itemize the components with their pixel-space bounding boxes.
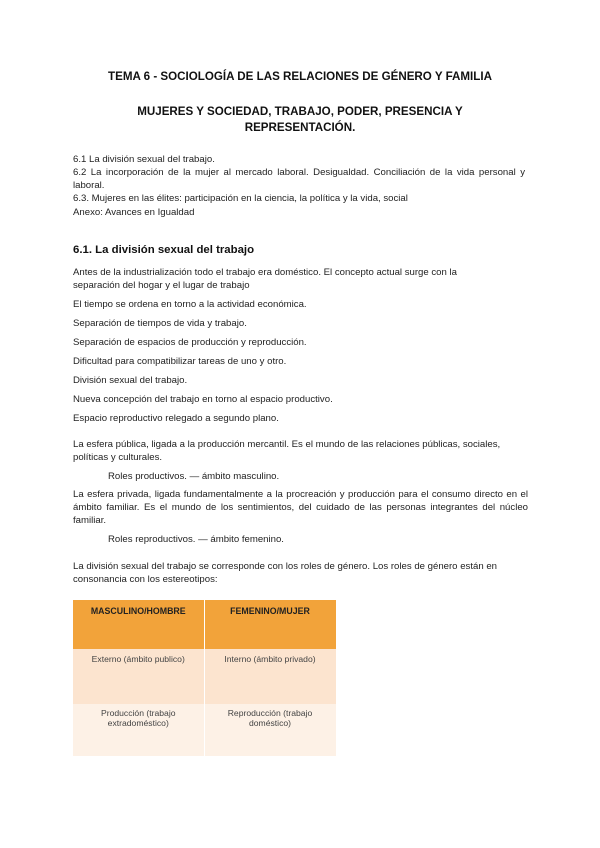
list-item: El tiempo se ordena en torno a la actividad económica. — [73, 299, 307, 310]
table-cell: Producción (trabajo extradoméstico) — [73, 704, 204, 756]
toc-item: 6.1 La división sexual del trabajo. — [73, 154, 215, 165]
document-subtitle: MUJERES Y SOCIEDAD, TRABAJO, PODER, PRESENCIA Y REPRESENTACIÓN. — [137, 105, 463, 134]
table-header-feminine: FEMENINO/MUJER — [204, 600, 336, 649]
table-cell: Interno (ámbito privado) — [204, 649, 336, 704]
list-item: Separación de tiempos de vida y trabajo. — [73, 318, 247, 329]
table-row — [73, 704, 336, 756]
document-title: TEMA 6 - SOCIOLOGÍA DE LAS RELACIONES DE GÉNERO Y FAMILIA — [108, 70, 492, 83]
private-roles-line: Roles reproductivos. — ámbito femenino. — [108, 534, 284, 545]
table-row — [73, 649, 336, 704]
public-roles-line: Roles productivos. — ámbito masculino. — [108, 471, 280, 482]
list-item: Separación de espacios de producción y reproducción. — [73, 337, 307, 348]
table-cell: Externo (ámbito publico) — [73, 649, 204, 704]
list-item: Nueva concepción del trabajo en torno al espacio productivo. — [73, 394, 333, 405]
list-item: Espacio reproductivo relegado a segundo plano. — [73, 413, 279, 424]
toc-item: 6.2 La incorporación de la mujer al mercado laboral. Desigualdad. Conciliación de la vida personal y laboral. — [73, 167, 525, 191]
table-cell: Reproducción (trabajo doméstico) — [204, 704, 336, 756]
toc-item: Anexo: Avances en Igualdad — [73, 207, 195, 218]
roles-intro-paragraph: La división sexual del trabajo se corresponde con los roles de género. Los roles de género están en consonancia con los estereotipos: — [73, 561, 497, 585]
section-heading: 6.1. La división sexual del trabajo — [73, 244, 255, 256]
section-intro: Antes de la industrialización todo el trabajo era doméstico. El concepto actual surge con la separación del hogar y el lugar de trabajo — [73, 267, 457, 291]
gender-roles-table — [73, 600, 337, 756]
private-sphere-paragraph: La esfera privada, ligada fundamentalmente a la procreación y producción para el consumo directo en el ámbito familiar. Es el mundo de los sentimientos, del cuidado de las personas integrantes del núcleo familiar. — [73, 489, 528, 526]
public-sphere-paragraph: La esfera pública, ligada a la producción mercantil. Es el mundo de las relaciones públicas, sociales, políticas y culturales. — [73, 439, 501, 463]
table-header-masculine: MASCULINO/HOMBRE — [73, 600, 204, 649]
list-item: División sexual del trabajo. — [73, 375, 188, 386]
list-item: Dificultad para compatibilizar tareas de uno y otro. — [73, 356, 287, 367]
toc-item: 6.3. Mujeres en las élites: participación en la ciencia, la política y la vida, social — [73, 193, 408, 204]
